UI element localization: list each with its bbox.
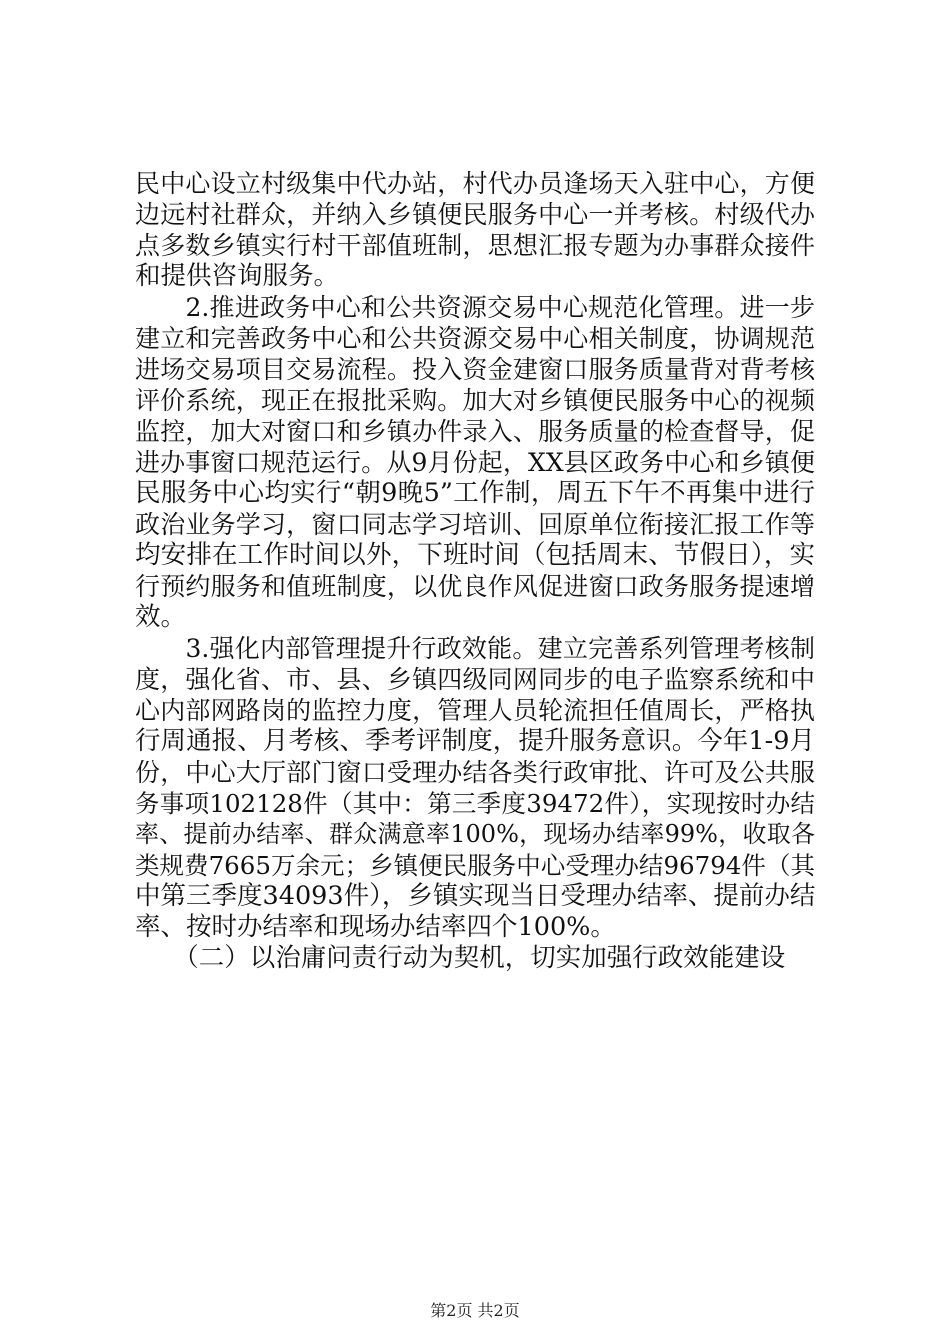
body-line: 行预约服务和值班制度，以优良作风促进窗口政务服务提速增 bbox=[135, 572, 815, 601]
body-line: 中第三季度34093件），乡镇实现当日受理办结率、提前办结 bbox=[135, 881, 816, 911]
body-line: 务事项102128件（其中：第三季度39472件），实现按时办结 bbox=[135, 789, 815, 818]
document-body bbox=[135, 168, 815, 974]
body-line: 和提供咨询服务。 bbox=[135, 261, 340, 291]
body-line: 类规费7665万余元；乡镇便民服务中心受理办结96794件（其 bbox=[135, 851, 815, 880]
body-line: 心内部网路岗的监控力度，管理人员轮流担任值周长，严格执 bbox=[135, 696, 815, 725]
body-line: 3.强化内部管理提升行政效能。建立完善系列管理考核制 bbox=[135, 634, 815, 663]
body-line: 进办事窗口规范运行。从9月份起，XX县区政务中心和乡镇便 bbox=[135, 448, 815, 477]
body-line: 评价系统，现正在报批采购。加大对乡镇便民服务中心的视频 bbox=[135, 386, 815, 415]
body-line: 政治业务学习，窗口同志学习培训、回原单位衔接汇报工作等 bbox=[135, 510, 815, 539]
body-line: 进场交易项目交易流程。投入资金建窗口服务质量背对背考核 bbox=[135, 355, 815, 384]
body-line: 监控，加大对窗口和乡镇办件录入、服务质量的检查督导，促 bbox=[135, 417, 815, 446]
body-line: 行周通报、月考核、季考评制度，提升服务意识。今年1-9月 bbox=[135, 726, 815, 756]
body-line: 率、按时办结率和现场办结率四个100%。 bbox=[135, 912, 616, 942]
body-line: 度，强化省、市、县、乡镇四级同网同步的电子监察系统和中 bbox=[135, 665, 815, 694]
body-line: 率、提前办结率、群众满意率100%，现场办结率99%，收取各 bbox=[135, 820, 815, 848]
body-line: 2.推进政务中心和公共资源交易中心规范化管理。进一步 bbox=[135, 293, 815, 322]
body-line: 民服务中心均实行“朝9晚5”工作制，周五下午不再集中进行 bbox=[135, 478, 815, 508]
body-line: 份，中心大厅部门窗口受理办结各类行政审批、许可及公共服 bbox=[135, 758, 815, 787]
section-heading: （二）以治庸问责行动为契机，切实加强行政效能建设 bbox=[135, 943, 786, 973]
body-line: 民中心设立村级集中代办站，村代办员逢场天入驻中心，方便 bbox=[135, 169, 815, 198]
page-number-footer: 第2页 共2页 bbox=[430, 1301, 520, 1320]
body-line: 点多数乡镇实行村干部值班制，思想汇报专题为办事群众接件 bbox=[135, 231, 815, 260]
body-line: 均安排在工作时间以外，下班时间（包括周末、节假日），实 bbox=[135, 540, 815, 570]
body-line: 边远村社群众，并纳入乡镇便民服务中心一并考核。村级代办 bbox=[135, 200, 815, 229]
body-line: 效。 bbox=[135, 602, 187, 632]
body-line: 建立和完善政务中心和公共资源交易中心相关制度，协调规范 bbox=[135, 324, 815, 353]
